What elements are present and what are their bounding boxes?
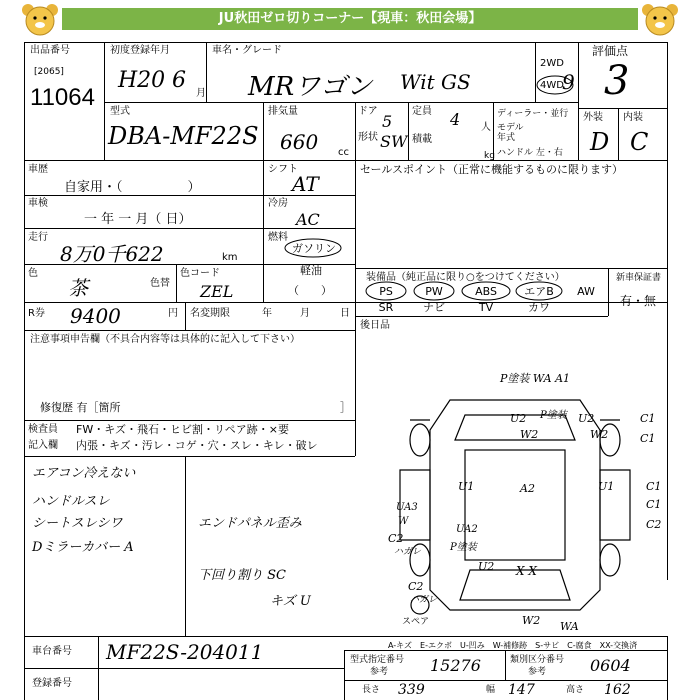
equip-abs: ABS [475, 285, 497, 298]
lot-sub: [2065] [34, 67, 64, 77]
rating-label: 評価点 [592, 44, 629, 58]
r-fee-label: R券 [28, 308, 45, 319]
diag-label-0: P塗装 WA A1 [500, 372, 571, 385]
drive-mark: 9 [562, 70, 575, 94]
drive-4wd-label: 4WD [540, 80, 564, 91]
rating-value: 3 [604, 58, 630, 104]
type-cat-label-1: 型式指定番号 [350, 655, 405, 665]
fuel-other: （ ） [288, 284, 332, 297]
r-fee-unit: 円 [168, 308, 178, 319]
color-code-value: ZEL [200, 282, 234, 301]
first-reg-label: 初度登録年月 [110, 45, 170, 56]
fuel-label: 燃料 [268, 232, 288, 243]
mileage-unit: km [222, 252, 238, 263]
bear-logo-icon [640, 2, 680, 36]
diag-label-5: C1 [640, 432, 656, 445]
diag-label-12: C1 [646, 498, 662, 511]
equip-sr: SR [378, 301, 394, 314]
displacement-label: 排気量 [268, 106, 298, 117]
remark-middle-3: キズ U [270, 594, 311, 609]
r-fee-value: 9400 [70, 304, 121, 328]
equip-airbag: エアB [524, 285, 554, 298]
remark-2: ハンドルスレ [32, 494, 110, 509]
diag-label-20: X X [516, 564, 537, 578]
remark-1: エアコン冷えない [32, 466, 136, 481]
aircon-value: AC [296, 210, 320, 229]
fuel-light: 軽油 [300, 264, 322, 277]
equip-tv: TV [478, 301, 494, 314]
warranty-value: 有・無 [620, 294, 657, 308]
diag-label-11: C1 [646, 480, 662, 493]
damage-legend: A-キズ E-エクボ U-凹み W-補修跡 S-サビ C-腐食 XX-交換済 [388, 641, 638, 650]
equipment-label: 装備品（純正品に限り○をつけてください） [366, 272, 565, 283]
diag-label-16: UA2 [456, 524, 478, 535]
car-name-label: 車名・グレード [212, 45, 282, 56]
mileage-label: 走行 [28, 232, 48, 243]
dealer-label: ディーラー・並行 [497, 109, 569, 119]
inspection-label: 車検 [28, 198, 48, 209]
car-grade-value: Wit GS [400, 70, 471, 94]
drive-2wd-label: 2WD [540, 58, 564, 69]
notes-label: 注意事項申告欄（不具合内容等は具体的に記入して下さい） [30, 334, 300, 345]
shape-label: 形状 [358, 132, 378, 143]
diag-label-25: W2 [522, 614, 541, 627]
diag-label-26: WA [560, 620, 579, 633]
name-change-month: 月 [300, 308, 310, 319]
diag-label-22: C2 [408, 580, 424, 593]
diag-label-3: U2 [578, 412, 595, 425]
equip-navi: ナビ [423, 301, 445, 314]
equip-pw: PW [425, 285, 443, 298]
diag-label-6: W2 [520, 428, 539, 441]
header-bar [0, 0, 700, 38]
remark-middle-2: 下回り割り SC [198, 568, 286, 583]
int-value: C [630, 128, 649, 156]
capacity-value: 4 [450, 110, 461, 129]
model-year-label: モデル [497, 123, 524, 133]
inspector-row1: FW・キズ・飛石・ヒビ割・リペア跡・×要 [76, 423, 289, 436]
name-change-label: 名変期限 [190, 308, 230, 319]
equip-aw: AW [577, 285, 595, 298]
int-label: 内装 [623, 112, 643, 123]
header-title: JU秋田ゼロ切りコーナー【現車：秋田会場】 [62, 8, 638, 30]
diag-label-24: スペア [402, 617, 430, 627]
height-label: 高さ [566, 685, 585, 695]
model-label: 型式 [110, 106, 130, 117]
first-reg-unit: 月 [196, 88, 206, 99]
diag-label-17: ハガレ [394, 547, 422, 557]
type-cat-label-2: 参考 [370, 667, 389, 677]
back-seat-label: 後日品 [360, 320, 390, 331]
diag-label-9: A2 [520, 482, 535, 495]
diag-label-18: C2 [646, 518, 662, 531]
displacement-value: 660 [280, 130, 319, 154]
diag-label-2: P塗装 [540, 410, 567, 421]
ext-label: 外装 [583, 112, 603, 123]
chassis-value: MF22S-204011 [106, 640, 264, 664]
remark-3: シートスレシワ [32, 516, 123, 531]
type-cat-value-1: 15276 [430, 656, 481, 675]
shift-value: AT [292, 172, 319, 196]
shape-value: SW [380, 132, 408, 151]
color-code-label: 色コード [180, 268, 220, 279]
name-change-year: 年 [262, 308, 272, 319]
doors-label: ドア [358, 106, 378, 117]
repair-close: ］ [340, 401, 351, 414]
diag-label-19: P塗装 [450, 542, 477, 553]
model-value: DBA-MF22S [108, 122, 259, 150]
inspection-value: 一 年 一 月（ 日） [84, 212, 192, 227]
lot-label: 出品番号 [30, 45, 70, 56]
remark-middle-1: エンドパネル歪み [198, 516, 302, 531]
diag-label-21: U2 [478, 560, 495, 573]
diag-label-10: U1 [598, 480, 615, 493]
capacity-unit: 人 [481, 122, 491, 133]
equip-ps: PS [379, 285, 393, 298]
equipment-circles [360, 280, 610, 302]
length-label: 長さ [362, 685, 381, 695]
height-value: 162 [604, 682, 631, 698]
first-reg-month: 6 [172, 68, 186, 93]
lot-number: 11064 [30, 84, 95, 111]
inspector-row2: 内張・キズ・汚レ・コゲ・穴・スレ・キレ・破レ [76, 439, 318, 452]
year-label: 年式 [497, 133, 516, 143]
warranty-label: 新車保証書 [616, 273, 662, 283]
type-cat-label-4: 参考 [528, 667, 547, 677]
capacity-label: 定員 [412, 106, 432, 117]
diag-label-4: C1 [640, 412, 656, 425]
history-label: 車歴 [28, 164, 48, 175]
sales-point-label: セールスポイント（正常に機能するものに限ります） [360, 163, 624, 176]
width-value: 147 [508, 682, 535, 698]
color-label: 色 [28, 268, 38, 279]
inspector-label1: 検査員 [28, 424, 58, 435]
first-reg-year: H20 [118, 68, 166, 93]
diag-label-23: ハガレ [410, 595, 438, 605]
load-unit: kg [484, 151, 495, 161]
diag-label-13: UA3 [396, 502, 418, 513]
fuel-gas: ガソリン [292, 242, 336, 255]
width-label: 幅 [486, 685, 496, 695]
remark-4: Dミラーカバー A [32, 540, 134, 555]
name-change-day: 日 [340, 308, 350, 319]
ext-value: D [590, 128, 610, 156]
diag-label-15: C2 [388, 532, 404, 545]
diag-label-8: U1 [458, 480, 475, 493]
repair-history: 修復歴 有［箇所 [40, 401, 121, 414]
type-cat-value-2: 0604 [590, 656, 631, 675]
type-cat-label-3: 類別区分番号 [510, 655, 565, 665]
diag-label-14: W [398, 516, 409, 527]
aircon-label: 冷房 [268, 198, 288, 209]
color-value: 茶 [68, 276, 88, 300]
displacement-unit: cc [338, 147, 349, 158]
handle-label: ハンドル 左・右 [497, 148, 563, 158]
shift-label: シフト [268, 164, 298, 175]
history-value: 自家用・（ ） [64, 180, 201, 195]
load-label: 積載 [412, 134, 432, 145]
registration-label: 登録番号 [32, 678, 72, 689]
mileage-value: 8万0千622 [60, 242, 164, 266]
diag-label-7: W2 [590, 428, 609, 441]
length-value: 339 [398, 682, 425, 698]
diag-label-1: U2 [510, 412, 527, 425]
chassis-label: 車台番号 [32, 646, 72, 657]
inspector-label2: 記入欄 [28, 440, 58, 451]
car-name-value: MRワゴン [248, 72, 373, 102]
doors-value: 5 [382, 112, 393, 131]
bear-logo-icon [20, 2, 60, 36]
color-tone-label: 色替 [150, 278, 170, 289]
equip-leather: カワ [528, 301, 550, 314]
